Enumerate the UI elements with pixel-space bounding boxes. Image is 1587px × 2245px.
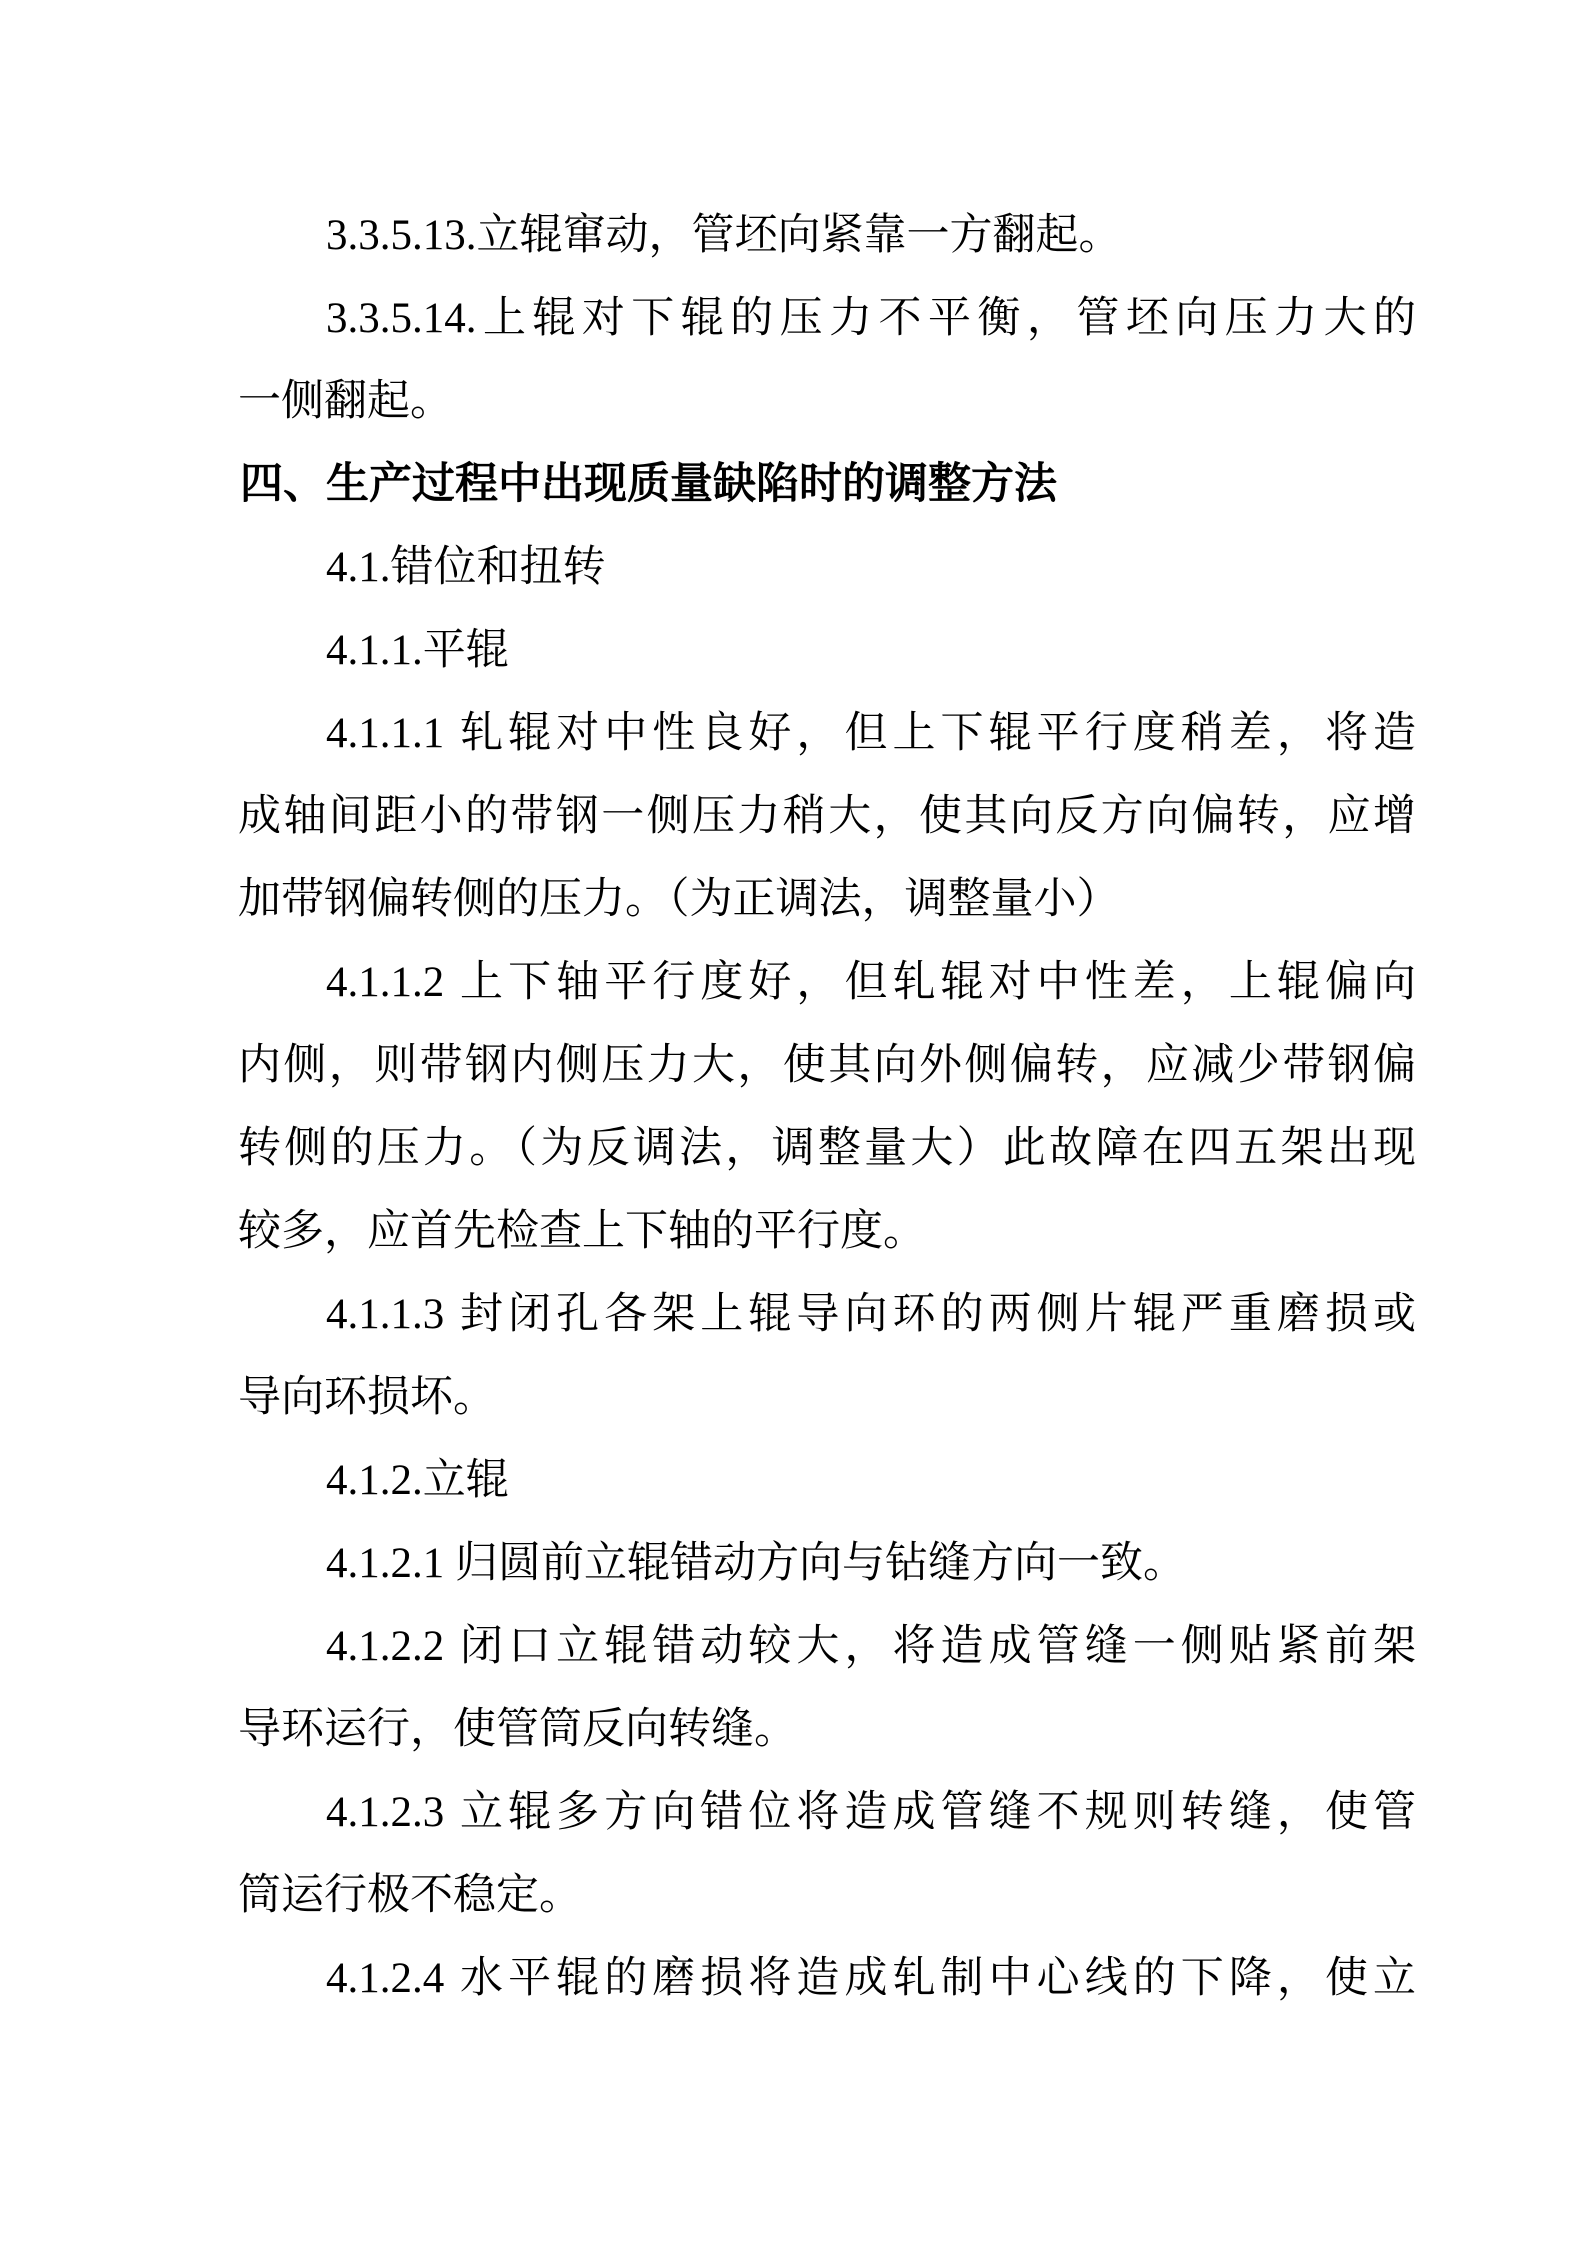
paragraph	[238, 1937, 1416, 2020]
paragraph	[238, 277, 1416, 443]
paragraph	[238, 194, 1416, 277]
text-line: 4.1.1.2 上下轴平行度好，但轧辊对中性差，上辊偏向	[326, 959, 1416, 1006]
paragraph	[238, 1439, 1416, 1522]
text-line: 4.1.1.平辊	[326, 627, 509, 674]
paragraph	[238, 941, 1416, 1273]
text-line: 4.1.2.1 归圆前立辊错动方向与钻缝方向一致。	[326, 1540, 1186, 1587]
paragraph	[238, 526, 1416, 609]
text-line: 3.3.5.13.立辊窜动，管坯向紧靠一方翻起。	[326, 212, 1122, 259]
text-line: 4.1.2.4 水平辊的磨损将造成轧制中心线的下降，使立	[326, 1955, 1416, 2002]
text-line: 4.1.1.3 封闭孔各架上辊导向环的两侧片辊严重磨损或	[326, 1291, 1416, 1338]
paragraph	[238, 1273, 1416, 1439]
text-line: 导向环损坏。	[238, 1374, 496, 1421]
text-line: 3.3.5.14.上辊对下辊的压力不平衡，管坯向压力大的	[326, 295, 1416, 342]
text-line: 4.1.2.2 闭口立辊错动较大，将造成管缝一侧贴紧前架	[326, 1623, 1416, 1670]
text-line: 成轴间距小的带钢一侧压力稍大，使其向反方向偏转，应增	[238, 793, 1416, 840]
text-line: 4.1.1.1 轧辊对中性良好，但上下辊平行度稍差，将造	[326, 710, 1416, 757]
text-line: 4.1.错位和扭转	[326, 544, 606, 591]
text-line: 一侧翻起。	[238, 378, 453, 425]
text-line: 加带钢偏转侧的压力。（为正调法，调整量小）	[238, 876, 1120, 923]
text-line: 筒运行极不稳定。	[238, 1872, 582, 1919]
section-heading	[238, 443, 1416, 526]
text-line: 4.1.2.立辊	[326, 1457, 509, 1504]
text-line: 较多，应首先检查上下轴的平行度。	[238, 1208, 926, 1255]
paragraph	[238, 1771, 1416, 1937]
text-line: 内侧，则带钢内侧压力大，使其向外侧偏转，应减少带钢偏	[238, 1042, 1416, 1089]
document-content	[238, 194, 1416, 2020]
paragraph	[238, 1522, 1416, 1605]
text-line: 4.1.2.3 立辊多方向错位将造成管缝不规则转缝，使管	[326, 1789, 1416, 1836]
paragraph	[238, 609, 1416, 692]
paragraph	[238, 692, 1416, 941]
text-line: 导环运行，使管筒反向转缝。	[238, 1706, 797, 1753]
text-line: 四、生产过程中出现质量缺陷时的调整方法	[240, 461, 1057, 508]
text-line: 转侧的压力。（为反调法，调整量大）此故障在四五架出现	[238, 1125, 1416, 1172]
paragraph	[238, 1605, 1416, 1771]
